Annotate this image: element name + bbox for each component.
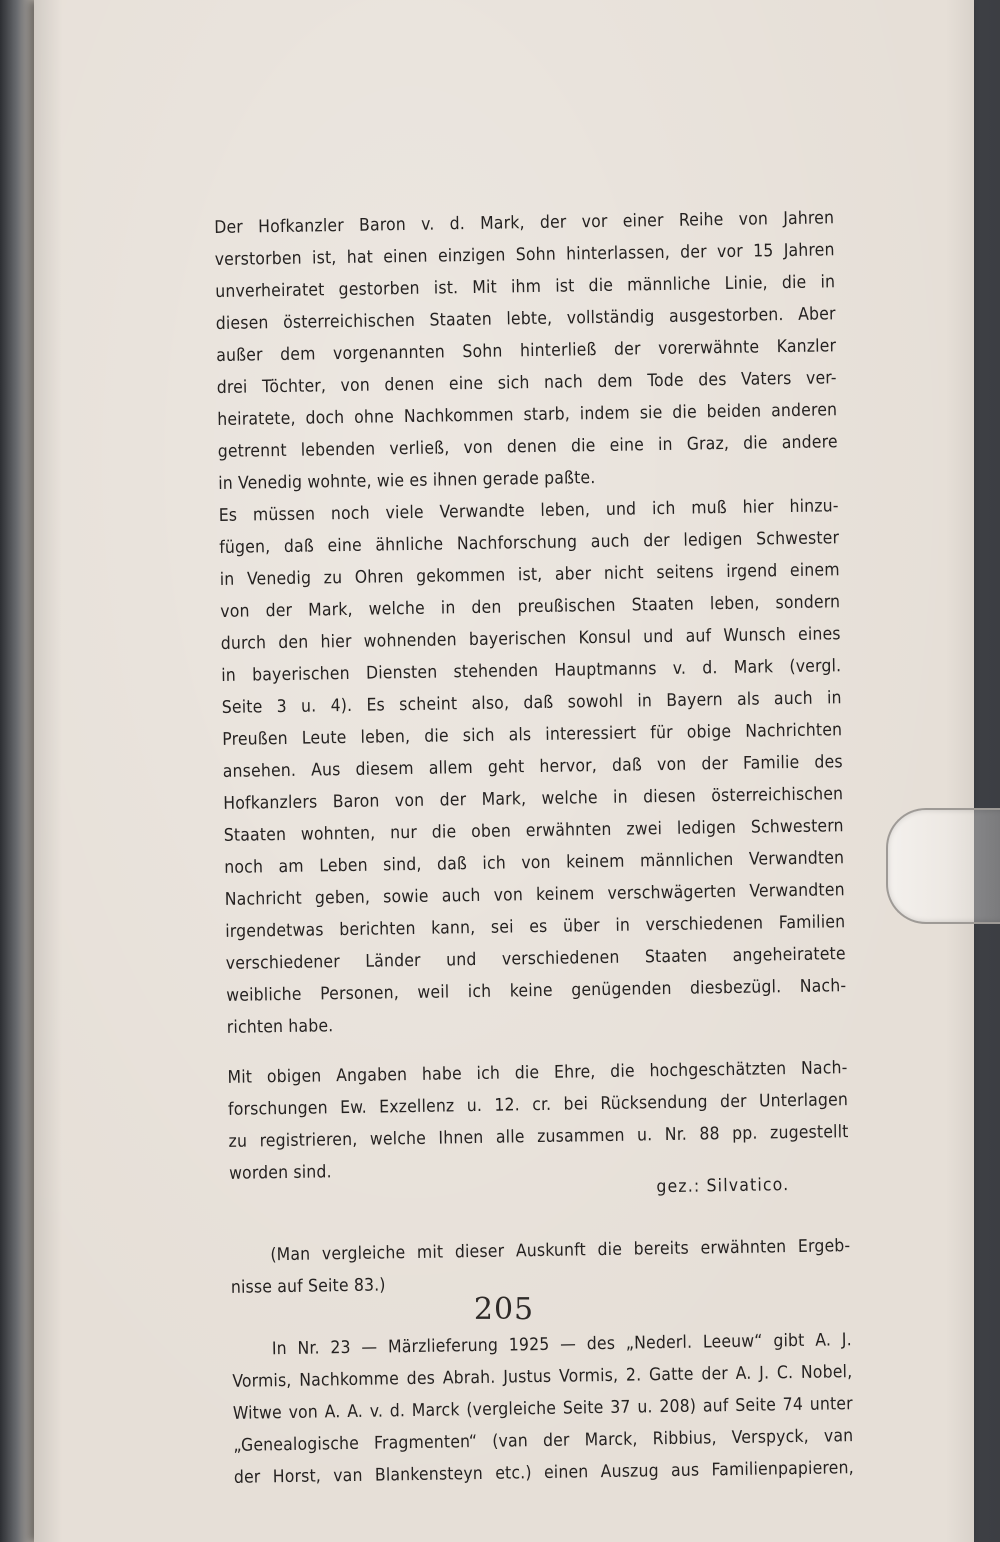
text-line: drei Töchter, von denen eine sich nach dem Tode des Vaters ver- [216, 368, 837, 398]
paragraph-1 [214, 202, 838, 500]
text-line: Witwe von A. A. v. d. Marck (vergleiche Seite 37 u. 208) auf Seite 74 unter [232, 1394, 853, 1424]
text-line: durch den hier wohnenden bayerischen Konsul und auf Wunsch eines [220, 624, 841, 654]
text-line: unverheiratet gestorben ist. Mit ihm ist die männliche Linie, die in [215, 272, 836, 302]
text-line: fügen, daß eine ähnliche Nachforschung auch der ledigen Schwester [219, 528, 840, 558]
text-line: Nachricht geben, sowie auch von keinem verschwägerten Verwandten [224, 880, 845, 910]
text-line: Seite 3 u. 4). Es scheint also, daß sowohl in Bayern als auch in [221, 688, 842, 718]
text-line: „Genealogische Fragmenten“ (van der Marck, Ribbius, Verspyck, van [233, 1426, 854, 1456]
paragraph-3 [227, 1052, 849, 1210]
text-line: Es müssen noch viele Verwandte leben, und ich muß hier hinzu- [218, 496, 839, 526]
plastic-page-clip [886, 808, 1000, 924]
page-number: 205 [473, 1292, 535, 1327]
text-line: Vormis, Nachkomme des Abrah. Justus Vormis, 2. Gatte der A. J. C. Nobel, [232, 1362, 853, 1392]
book-binding-edge [0, 0, 34, 1542]
text-line: In Nr. 23 — Märzlieferung 1925 — des „Nederl. Leeuw“ gibt A. J. [271, 1330, 852, 1360]
text-line: außer dem vorgenannten Sohn hinterließ der vorerwähnte Kanzler [216, 336, 837, 366]
text-line: Staaten wohnten, nur die oben erwähnten zwei ledigen Schwestern [223, 816, 844, 846]
text-line: diesen österreichischen Staaten lebte, vollständig ausgestorben. Aber [215, 304, 836, 334]
text-line: verschiedener Länder und verschiedenen Staaten angeheiratete [225, 944, 846, 974]
text-line: Der Hofkanzler Baron v. d. Mark, der vor einer Reihe von Jahren [214, 208, 835, 238]
text-line: in bayerischen Diensten stehenden Hauptmanns v. d. Mark (vergl. [221, 656, 842, 686]
paragraph-2 [219, 490, 847, 1044]
text-line: getrennt lebenden verließ, von denen die eine in Graz, die andere [217, 432, 838, 462]
signature: gez.: Silvatico. [656, 1175, 790, 1198]
text-line: in Venedig wohnte, wie es ihnen gerade paßte. [218, 468, 596, 494]
text-line: in Venedig zu Ohren gekommen ist, aber nicht seitens irgend einem [219, 560, 840, 590]
text-line: Preußen Leute leben, die sich als interessiert für obige Nachrichten [222, 720, 843, 750]
text-line: Hofkanzlers Baron von der Mark, welche in diesen österreichischen [223, 784, 844, 814]
book-page [34, 0, 974, 1542]
text-line: heiratete, doch ohne Nachkommen starb, indem sie die beiden anderen [217, 400, 838, 430]
paragraph-5 [232, 1324, 854, 1494]
text-line: der Horst, van Blankensteyn etc.) einen Auszug aus Familienpapieren, [233, 1458, 854, 1488]
text-line: Mit obigen Angaben habe ich die Ehre, die hochgeschätzten Nach- [227, 1058, 848, 1088]
text-line: nisse auf Seite 83.) [230, 1275, 386, 1298]
text-line: noch am Leben sind, daß ich von keinem männlichen Verwandten [224, 848, 845, 878]
text-line: ansehen. Aus diesem allem geht hervor, daß von der Familie des [222, 752, 843, 782]
text-line: verstorben ist, hat einen einzigen Sohn hinterlassen, der vor 15 Jahren [214, 240, 835, 270]
text-line: forschungen Ew. Exzellenz u. 12. cr. bei Rücksendung der Unterlagen [227, 1090, 849, 1120]
text-line: worden sind. [228, 1162, 332, 1184]
text-line: irgendetwas berichten kann, sei es über in verschiedenen Familien [225, 912, 846, 942]
text-line: weibliche Personen, weil ich keine genügenden diesbezügl. Nach- [226, 976, 847, 1006]
text-line: (Man vergleiche mit dieser Auskunft die bereits erwähnten Ergeb- [270, 1236, 851, 1266]
text-line: von der Mark, welche in den preußischen Staaten leben, sondern [220, 592, 841, 622]
text-line: zu registrieren, welche Ihnen alle zusammen u. Nr. 88 pp. zugestellt [228, 1122, 849, 1152]
text-line: richten habe. [226, 1016, 334, 1038]
